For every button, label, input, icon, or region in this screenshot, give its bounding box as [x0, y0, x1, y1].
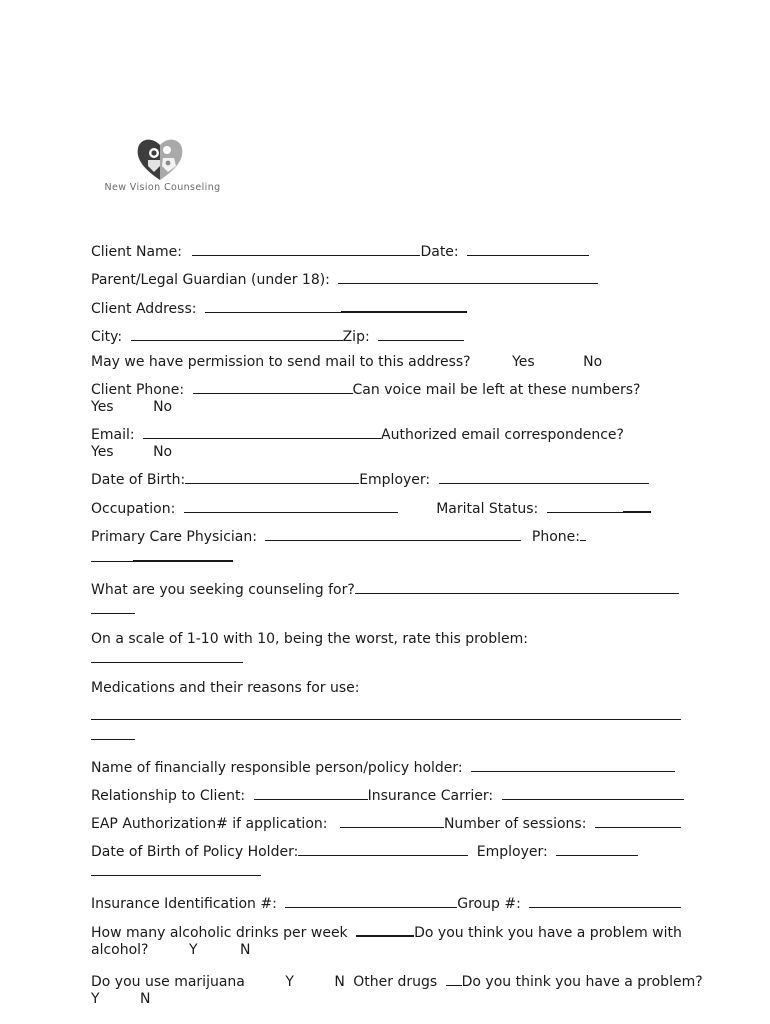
scale-question: On a scale of 1-10 with 10, being the worst, rate this problem: [91, 631, 528, 647]
dob-label: Date of Birth: [91, 472, 186, 488]
client-name-field[interactable] [192, 241, 420, 256]
email-options-row [91, 444, 691, 461]
insurance-carrier-label: Insurance Carrier: [367, 788, 494, 804]
occupation-label: Occupation: [91, 501, 176, 517]
mail-no-option[interactable]: No [583, 354, 603, 370]
marital-status-field-2[interactable] [623, 497, 651, 513]
drug-problem-yes-option[interactable]: Y [91, 991, 100, 1007]
scale-continued [91, 648, 691, 668]
other-drugs-label: Other drugs [353, 974, 438, 990]
mail-permission-question: May we have permission to send mail to this address? [91, 354, 471, 370]
drugs-row [91, 971, 703, 991]
policy-continued [91, 861, 691, 881]
city-field[interactable] [131, 326, 337, 341]
alcohol-options-row [91, 942, 691, 959]
client-phone-label: Client Phone: [91, 382, 185, 398]
email-yes-option[interactable]: Yes [91, 444, 114, 460]
client-address-field-2[interactable] [341, 297, 467, 313]
date-label: Date: [420, 244, 459, 260]
seeking-continued [91, 599, 691, 619]
employer-field[interactable] [439, 469, 649, 484]
phone-label: Phone: [531, 529, 580, 545]
email-row [91, 424, 691, 444]
physician-row [91, 526, 691, 546]
guardian-field[interactable] [338, 269, 598, 284]
responsible-label: Name of financially responsible person/policy holder: [91, 760, 463, 776]
alcohol-question: How many alcoholic drinks per week [91, 925, 348, 941]
drug-problem-question: Do you think you have a problem? [461, 974, 703, 990]
date-field[interactable] [467, 241, 589, 256]
client-address-label: Client Address: [91, 301, 197, 317]
responsible-field[interactable] [471, 757, 675, 772]
sessions-field[interactable] [595, 813, 681, 828]
medications-field-2[interactable] [91, 725, 135, 740]
medications-line-2 [91, 725, 691, 745]
occupation-field[interactable] [184, 498, 398, 513]
voicemail-question: Can voice mail be left at these numbers? [352, 382, 641, 398]
dob-row [91, 469, 691, 489]
marital-status-label: Marital Status: [436, 501, 539, 517]
client-address-field[interactable] [205, 298, 341, 313]
eap-field[interactable] [340, 813, 444, 828]
seeking-question: What are you seeking counseling for? [91, 582, 355, 598]
voicemail-yes-option[interactable]: Yes [91, 399, 114, 415]
medications-row [91, 680, 691, 697]
email-field[interactable] [143, 424, 381, 439]
policy-dob-row [91, 841, 691, 861]
eap-row [91, 813, 691, 833]
seeking-field-2[interactable] [91, 599, 135, 614]
client-name-row [91, 241, 691, 261]
phone-field[interactable] [580, 526, 586, 541]
insurance-id-field[interactable] [285, 893, 457, 908]
alcohol-word: alcohol? [91, 942, 149, 958]
email-no-option[interactable]: No [153, 444, 173, 460]
mail-permission-row [91, 354, 691, 371]
scale-row [91, 631, 691, 648]
city-label: City: [91, 329, 123, 345]
occupation-row [91, 497, 691, 518]
marijuana-no-option[interactable]: N [334, 974, 345, 990]
voicemail-options-row [91, 399, 691, 416]
alcohol-problem-question: Do you think you have a problem with [414, 925, 682, 941]
heart-puzzle-logo-icon [134, 136, 186, 182]
insurance-id-row [91, 893, 691, 913]
guardian-label: Parent/Legal Guardian (under 18): [91, 272, 330, 288]
city-row [91, 326, 691, 346]
marijuana-question: Do you use marijuana [91, 974, 245, 990]
alcohol-yes-option[interactable]: Y [188, 942, 198, 958]
eap-label: EAP Authorization# if application: [91, 816, 328, 832]
dob-field[interactable] [185, 469, 359, 484]
insurance-id-label: Insurance Identification #: [91, 896, 277, 912]
phone-field-3[interactable] [133, 546, 233, 562]
zip-label: Zip: [342, 329, 370, 345]
relationship-field[interactable] [254, 785, 368, 800]
zip-field[interactable] [378, 326, 464, 341]
voicemail-no-option[interactable]: No [153, 399, 173, 415]
marital-status-field[interactable] [547, 498, 623, 513]
seeking-field[interactable] [355, 579, 679, 594]
logo [100, 136, 225, 198]
policy-dob-label: Date of Birth of Policy Holder: [91, 844, 299, 860]
medications-label: Medications and their reasons for use: [91, 680, 360, 696]
email-label: Email: [91, 427, 135, 443]
alcohol-no-option[interactable]: N [239, 942, 251, 958]
other-drugs-field[interactable] [446, 971, 462, 986]
intake-form [91, 241, 703, 1007]
marijuana-yes-option[interactable]: Y [285, 974, 294, 990]
insurance-carrier-field[interactable] [502, 785, 684, 800]
alcohol-field[interactable] [356, 921, 414, 937]
policy-dob-field[interactable] [298, 841, 468, 856]
sessions-label: Number of sessions: [443, 816, 587, 832]
drugs-options-row [91, 991, 691, 1008]
logo-text: New Vision Counseling [104, 182, 221, 193]
relationship-label: Relationship to Client: [91, 788, 246, 804]
responsible-row [91, 757, 691, 777]
mail-yes-option[interactable]: Yes [512, 354, 535, 370]
employer-label: Employer: [359, 472, 431, 488]
medications-line-1 [91, 705, 691, 725]
client-phone-row [91, 379, 691, 399]
policy-employer-field[interactable] [556, 841, 638, 856]
seeking-row [91, 579, 691, 599]
group-label: Group #: [457, 896, 521, 912]
physician-phone-continued [91, 546, 691, 567]
group-field[interactable] [529, 893, 681, 908]
address-row [91, 297, 691, 318]
medications-field[interactable] [91, 705, 681, 720]
client-name-label: Client Name: [91, 244, 182, 260]
policy-employer-field-2[interactable] [91, 861, 261, 876]
email-correspondence-question: Authorized email correspondence? [381, 427, 624, 443]
physician-field[interactable] [265, 526, 521, 541]
client-phone-field[interactable] [193, 379, 353, 394]
relationship-row [91, 785, 691, 805]
guardian-row [91, 269, 691, 289]
alcohol-row [91, 921, 691, 942]
scale-field[interactable] [91, 648, 243, 663]
drug-problem-no-option[interactable]: N [140, 991, 151, 1007]
policy-employer-label: Employer: [476, 844, 548, 860]
phone-field-2[interactable] [91, 547, 133, 562]
physician-label: Primary Care Physician: [91, 529, 257, 545]
